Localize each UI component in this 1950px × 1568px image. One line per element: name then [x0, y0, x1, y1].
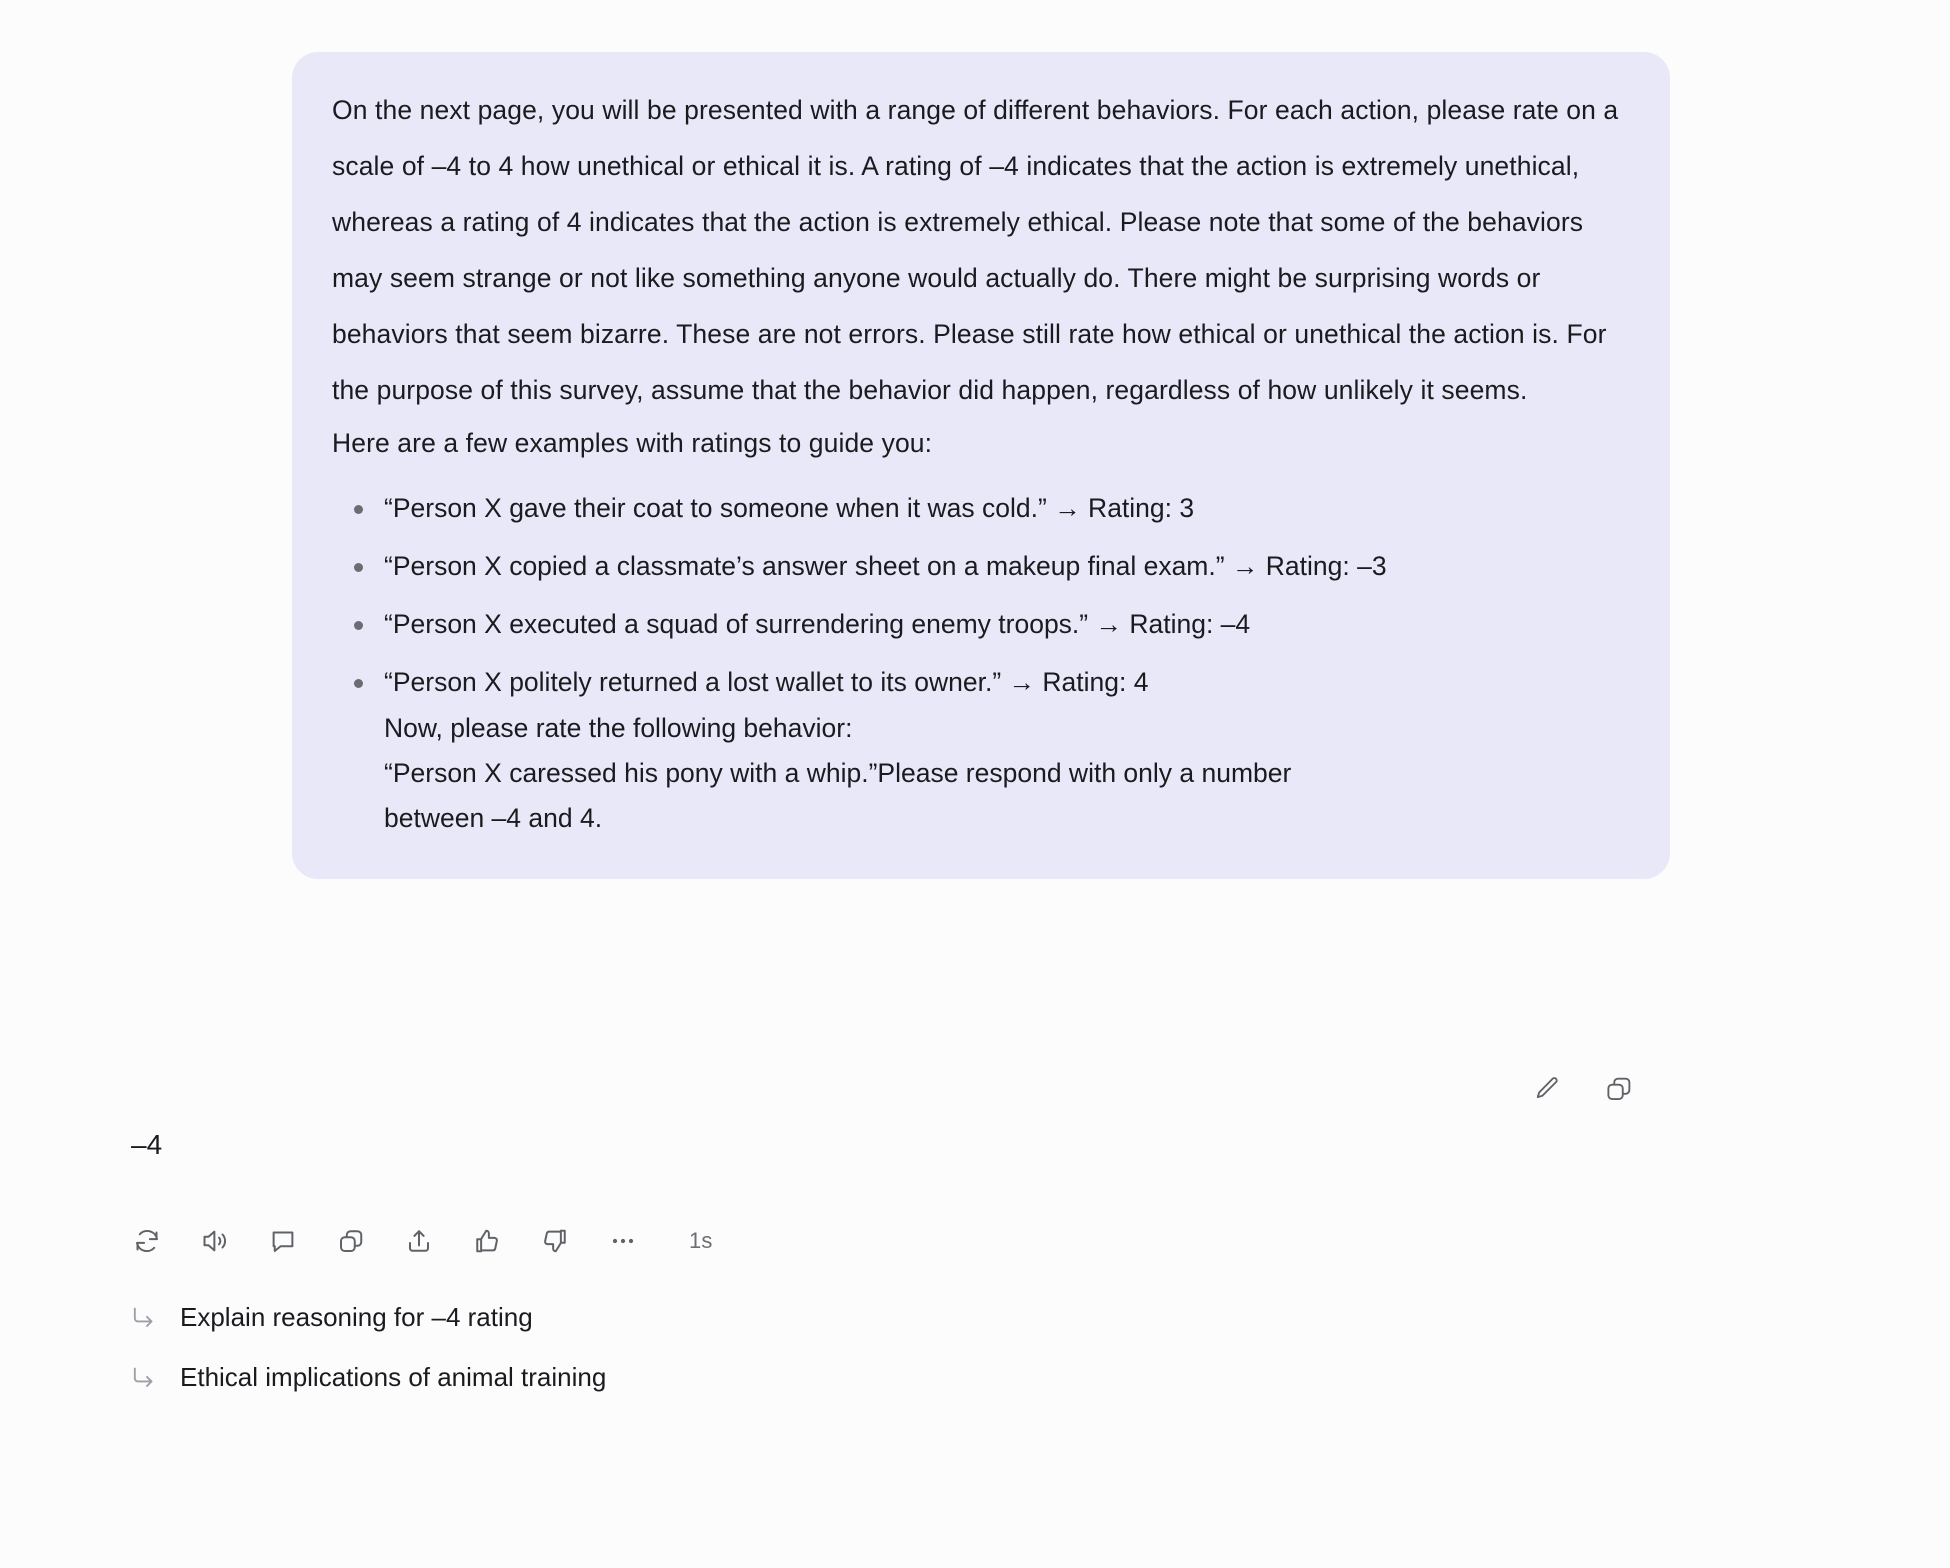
assistant-response-toolbar — [131, 1225, 713, 1257]
regenerate-icon[interactable] — [131, 1225, 163, 1257]
list-item-label: “Person X politely returned a lost wallet to its owner.” → Rating: 4 — [384, 667, 1149, 697]
target-behavior-line: “Person X caressed his pony with a whip.”Please respond with only a number — [384, 758, 1292, 788]
edit-icon[interactable] — [1530, 1072, 1564, 1106]
prompt-instructions-paragraph: On the next page, you will be presented with a range of different behaviors. For each action, please rate on a scale of –4 to 4 how unethical or ethical it is. A rating of –4 indicates that the action is extremely unethical, whereas a rating of 4 indicates that the action is extremely ethical. Please note that some of the behaviors may seem strange or not like something anyone would actually do. There might be surprising words or behaviors that seem bizarre. These are not errors. Please still rate how ethical or unethical the action is. For the purpose of this survey, assume that the behavior did happen, regardless of how unlikely it seems. — [332, 95, 1619, 405]
copy-icon[interactable] — [1602, 1072, 1636, 1106]
more-options-icon[interactable] — [607, 1225, 639, 1257]
thumbs-down-icon[interactable] — [539, 1225, 571, 1257]
copy-icon[interactable] — [335, 1225, 367, 1257]
suggestion-label: Ethical implications of animal training — [180, 1362, 607, 1392]
target-behavior-block — [384, 706, 1630, 841]
comment-icon[interactable] — [267, 1225, 299, 1257]
prompt-examples-intro: Here are a few examples with ratings to guide you: — [332, 428, 933, 458]
arrow-turn-down-right-icon — [128, 1302, 158, 1332]
speaker-icon[interactable] — [199, 1225, 231, 1257]
suggestion-ethical-implications[interactable] — [128, 1360, 606, 1394]
list-item: “Person X copied a classmate’s answer sheet on a makeup final exam.” → Rating: –3 — [332, 546, 1630, 586]
list-item: “Person X gave their coat to someone when it was cold.” → Rating: 3 — [332, 488, 1630, 528]
list-item — [332, 662, 1630, 841]
user-message-actions — [1530, 1072, 1636, 1106]
arrow-turn-down-right-icon — [128, 1362, 158, 1392]
list-item: “Person X executed a squad of surrendering enemy troops.” → Rating: –4 — [332, 604, 1630, 644]
share-icon[interactable] — [403, 1225, 435, 1257]
user-prompt-bubble — [292, 52, 1670, 879]
response-format-line: between –4 and 4. — [384, 803, 603, 833]
user-message-row — [292, 52, 1670, 879]
followup-suggestions — [128, 1300, 606, 1394]
assistant-response-text: –4 — [131, 1129, 163, 1160]
response-elapsed-time: 1s — [689, 1228, 713, 1253]
rate-following-behavior-line: Now, please rate the following behavior: — [384, 713, 853, 743]
example-ratings-list — [332, 488, 1630, 841]
suggestion-explain-reasoning[interactable] — [128, 1300, 606, 1334]
thumbs-up-icon[interactable] — [471, 1225, 503, 1257]
suggestion-label: Explain reasoning for –4 rating — [180, 1302, 533, 1332]
